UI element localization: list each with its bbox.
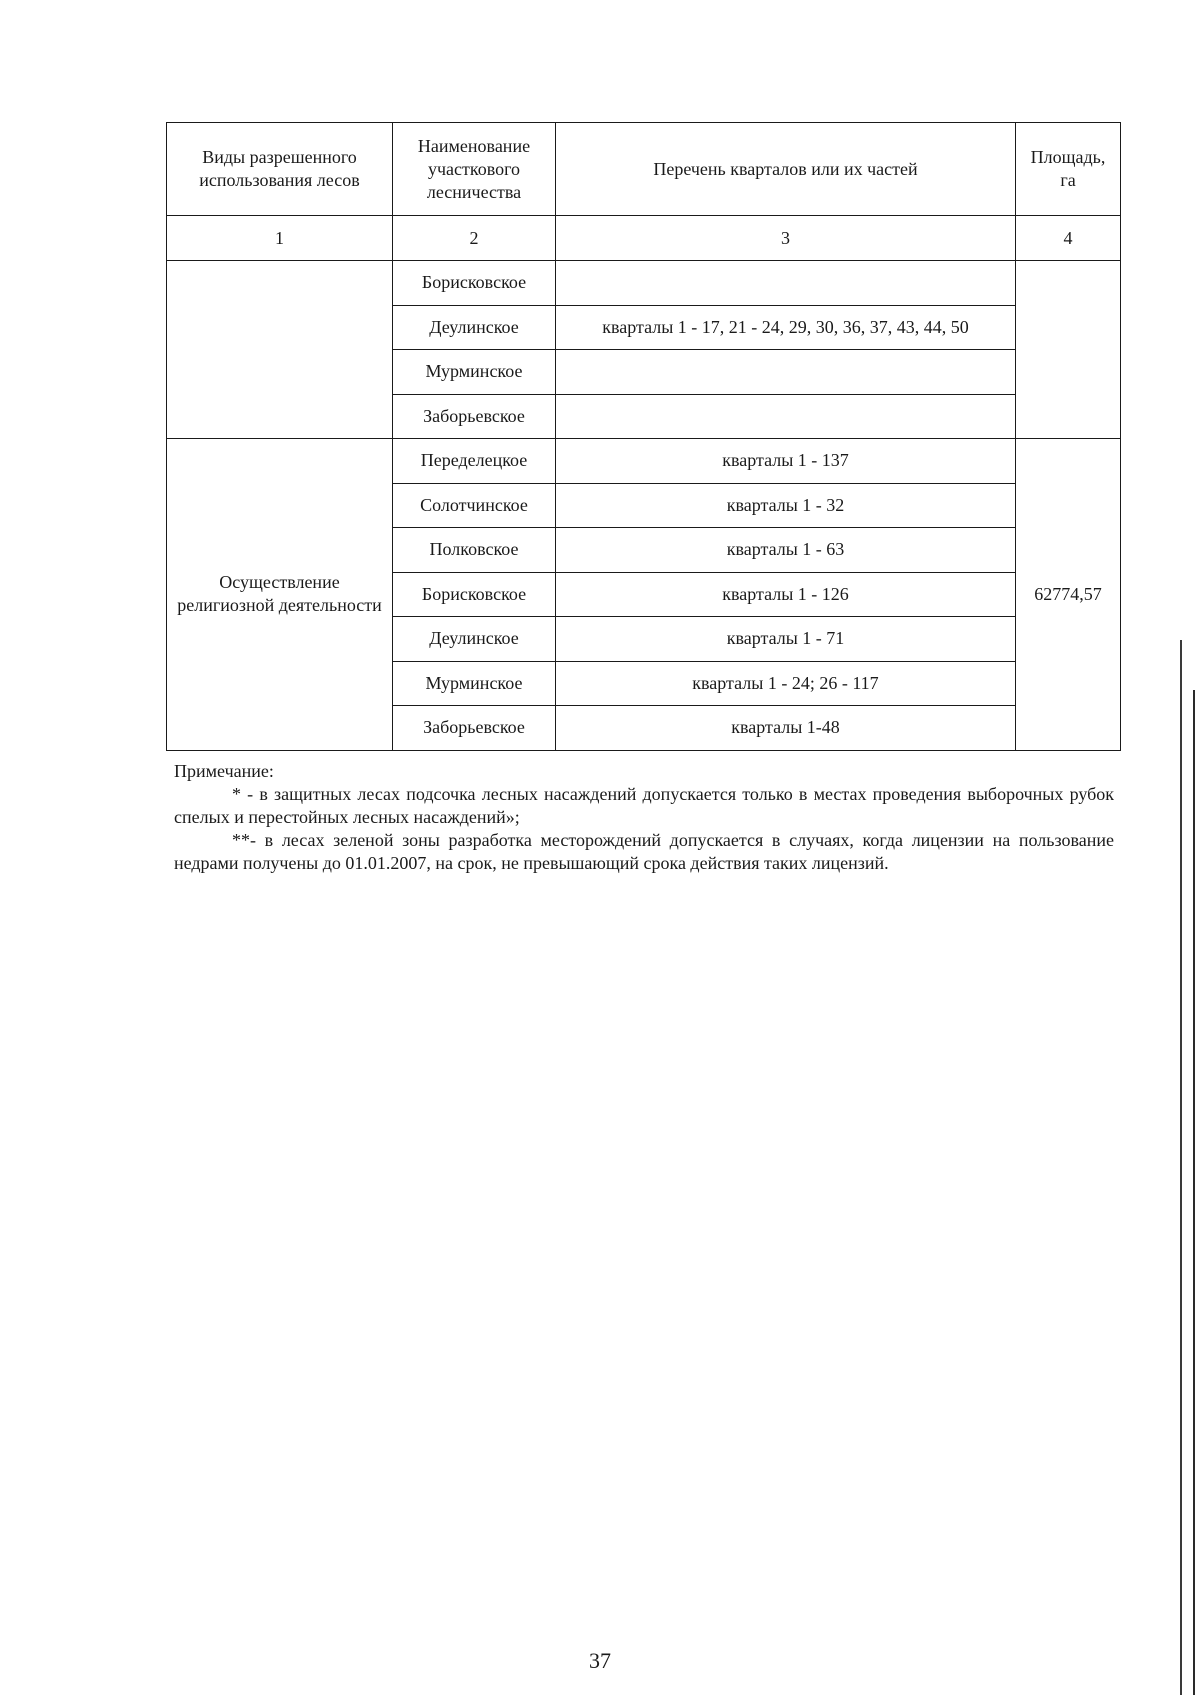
- quarters-cell: кварталы 1 - 126: [556, 572, 1016, 617]
- forest-use-table: [166, 122, 1121, 751]
- column-number: 2: [393, 216, 556, 261]
- notes-section: [174, 760, 1114, 875]
- forestry-cell: Солотчинское: [393, 483, 556, 528]
- forestry-cell: Борисковское: [393, 572, 556, 617]
- area-cell: [1016, 261, 1121, 439]
- table-row: [167, 261, 1121, 306]
- forestry-cell: Мурминское: [393, 350, 556, 395]
- quarters-cell: кварталы 1-48: [556, 706, 1016, 751]
- column-number: 4: [1016, 216, 1121, 261]
- quarters-cell: [556, 350, 1016, 395]
- forestry-cell: Деулинское: [393, 305, 556, 350]
- forestry-cell: Борисковское: [393, 261, 556, 306]
- page-number: 37: [589, 1648, 611, 1673]
- scan-edge-line: [1193, 690, 1195, 1695]
- header-area: Площадь, га: [1016, 123, 1121, 216]
- quarters-cell: кварталы 1 - 24; 26 - 117: [556, 661, 1016, 706]
- forestry-cell: Полковское: [393, 528, 556, 573]
- forestry-cell: Заборьевское: [393, 706, 556, 751]
- notes-title: Примечание:: [174, 761, 274, 781]
- note-item: **- в лесах зеленой зоны разработка месторождений допускается в случаях, когда лицензии на пользование недрами получены до 01.01.2007, на срок, не превышающий срока действия таких лицензий.: [174, 830, 1114, 873]
- forestry-cell: Переделецкое: [393, 439, 556, 484]
- area-cell: 62774,57: [1016, 439, 1121, 751]
- quarters-cell: кварталы 1 - 63: [556, 528, 1016, 573]
- use-type-cell: [167, 261, 393, 439]
- forestry-cell: Заборьевское: [393, 394, 556, 439]
- column-number: 3: [556, 216, 1016, 261]
- quarters-cell: [556, 261, 1016, 306]
- column-number-row: [167, 216, 1121, 261]
- quarters-cell: кварталы 1 - 17, 21 - 24, 29, 30, 36, 37, 43, 44, 50: [556, 305, 1016, 350]
- quarters-cell: [556, 394, 1016, 439]
- table-header-row: [167, 123, 1121, 216]
- table-row: [167, 439, 1121, 484]
- column-number: 1: [167, 216, 393, 261]
- note-item: * - в защитных лесах подсочка лесных насаждений допускается только в местах проведения выборочных рубок спелых и перестойных лесных насаждений»;: [174, 784, 1114, 827]
- scan-edge-line: [1180, 640, 1182, 1695]
- quarters-cell: кварталы 1 - 71: [556, 617, 1016, 662]
- header-forestry: Наименование участкового лесничества: [393, 123, 556, 216]
- quarters-cell: кварталы 1 - 32: [556, 483, 1016, 528]
- header-use-type: Виды разрешенного использования лесов: [167, 123, 393, 216]
- forestry-cell: Мурминское: [393, 661, 556, 706]
- forestry-cell: Деулинское: [393, 617, 556, 662]
- header-quarters: Перечень кварталов или их частей: [556, 123, 1016, 216]
- quarters-cell: кварталы 1 - 137: [556, 439, 1016, 484]
- use-type-cell: Осуществление религиозной деятельности: [167, 439, 393, 751]
